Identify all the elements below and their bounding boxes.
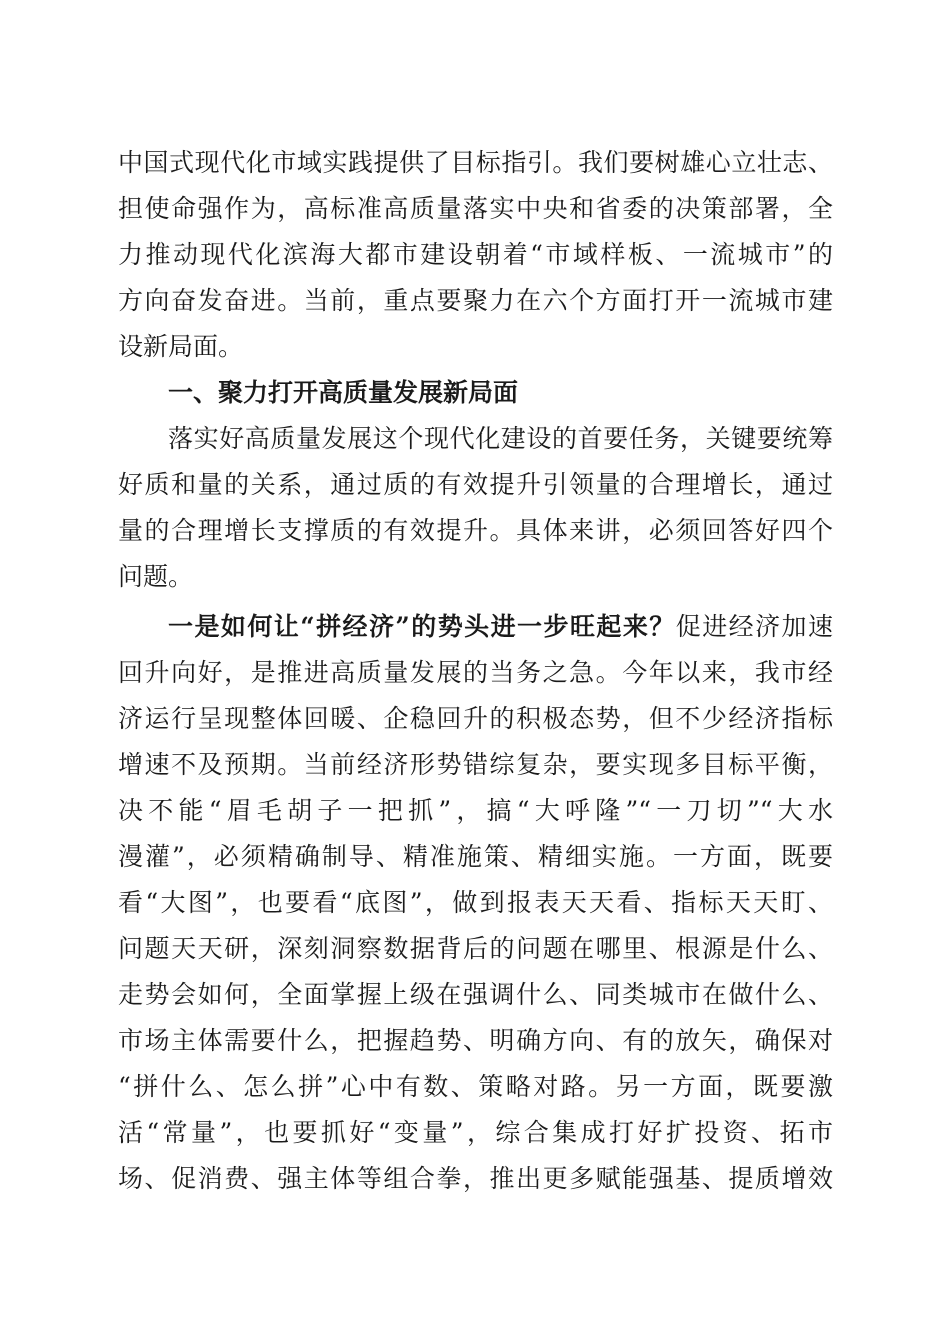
- text-line: 量的合理增长支撑质的有效提升。具体来讲，必须回答好四个: [118, 516, 833, 545]
- text-line: 市场主体需要什么，把握趋势、明确方向、有的放矢，确保对: [118, 1026, 833, 1055]
- text-line: 济运行呈现整体回暖、企稳回升的积极态势，但不少经济指标: [118, 704, 833, 733]
- text-line: 场、促消费、强主体等组合拳，推出更多赋能强基、提质增效: [118, 1164, 833, 1193]
- text-line: 落实好高质量发展这个现代化建设的首要任务，关键要统筹: [168, 424, 833, 453]
- section-heading: 一、聚力打开高质量发展新局面: [168, 378, 519, 407]
- text-line: 增速不及预期。当前经济形势错综复杂，要实现多目标平衡，: [118, 750, 833, 779]
- text-line: 力推动现代化滨海大都市建设朝着“市域样板、一流城市”的: [118, 240, 833, 269]
- intro-paragraph: [118, 140, 833, 370]
- text-line: 漫灌”，必须精确制导、精准施策、精细实施。一方面，既要: [118, 842, 833, 871]
- text-line: 走势会如何，全面掌握上级在强调什么、同类城市在做什么、: [118, 980, 833, 1009]
- text-line: 设新局面。: [118, 332, 244, 361]
- section-paragraph-1: [118, 416, 833, 600]
- text-line-lead: [118, 604, 833, 650]
- text-line: 活“常量”，也要抓好“变量”，综合集成打好扩投资、拓市: [118, 1118, 833, 1147]
- text-line: 看“大图”，也要看“底图”，做到报表天天看、指标天天盯、: [118, 888, 833, 917]
- section-paragraph-2: [118, 604, 833, 1202]
- text-line: 方向奋发奋进。当前，重点要聚力在六个方面打开一流城市建: [118, 286, 833, 315]
- paragraph-lead-bold: 一是如何让“拼经济”的势头进一步旺起来？: [168, 612, 676, 641]
- text-line: 决不能“眉毛胡子一把抓”，搞“大呼隆”“一刀切”“大水: [118, 796, 833, 825]
- paragraph-lead-rest: 促进经济加速: [675, 612, 833, 641]
- text-line: 问题。: [118, 562, 194, 591]
- text-line: 中国式现代化市域实践提供了目标指引。我们要树雄心立壮志、: [118, 148, 833, 177]
- text-line: 担使命强作为，高标准高质量落实中央和省委的决策部署，全: [118, 194, 833, 223]
- document-page: [118, 140, 833, 1202]
- text-line: 好质和量的关系，通过质的有效提升引领量的合理增长，通过: [118, 470, 833, 499]
- text-line: 回升向好，是推进高质量发展的当务之急。今年以来，我市经: [118, 658, 833, 687]
- text-line: 问题天天研，深刻洞察数据背后的问题在哪里、根源是什么、: [118, 934, 833, 963]
- text-line: “拼什么、怎么拼”心中有数、策略对路。另一方面，既要激: [118, 1072, 833, 1101]
